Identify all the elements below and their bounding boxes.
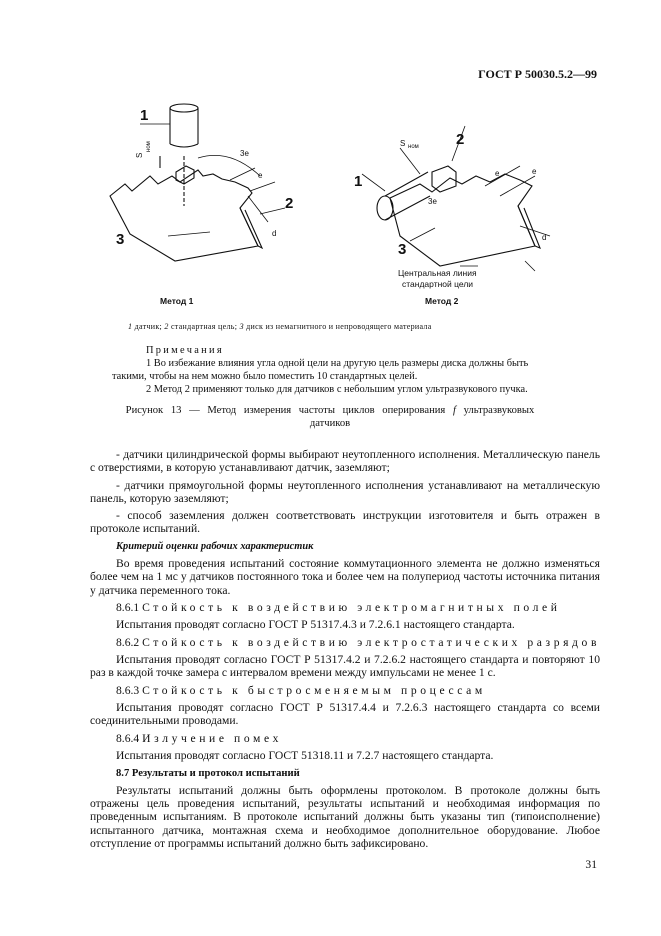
section-8-6-4-text: Испытания проводят согласно ГОСТ 51318.11 и 7.2.7 настоящего стандарта. [116, 749, 494, 763]
criteria-text: Во время проведения испытаний состояние коммутационного элемента не должно изменяться более чем на 1 мс у датчиков постоянного тока и более чем на полупериод частоты источника питания у датчика переменного тока. [90, 557, 600, 597]
dim-e-right-1: e [495, 169, 500, 178]
dim-s-right: S [400, 139, 406, 148]
method-2-label: Метод 2 [425, 296, 459, 306]
method-1-label: Метод 1 [160, 296, 194, 306]
page-number: 31 [585, 858, 597, 871]
paragraph: - датчики прямоугольной формы неутопленного исполнения устанавливают на металлическую панель, которую заземляют; [90, 478, 600, 505]
criteria-heading: Критерий оценки рабочих характеристик [116, 540, 314, 552]
callout-1-right: 1 [354, 173, 363, 190]
section-8-6-4-heading: 8.6.4 Излучение помех [116, 731, 282, 745]
figure-legend: 1 датчик; 2 стандартная цель; 3 диск из немагнитного и непроводящего материала [128, 322, 432, 331]
note-2: 2 Метод 2 применяют только для датчиков с небольшим углом ультразвукового пучка. [146, 384, 528, 395]
note-1: 1 Во избежание влияния угла одной цели на другую цель размеры диска должны быть такими, чтобы на нем можно было поместить 10 стандартных целей. [112, 358, 529, 382]
dim-d-left: d [272, 229, 277, 238]
method-1-drawing [110, 104, 285, 261]
dim-s-sub-left: ном [146, 141, 152, 152]
figure-13-diagram [80, 96, 580, 336]
dim-s-sub-right: ном [408, 144, 419, 150]
callout-3-left: 3 [116, 231, 125, 248]
center-line-label-2: стандартной цели [402, 279, 474, 289]
section-8-6-1-heading: 8.6.1 Стойкость к воздействию электромагнитных полей [116, 600, 561, 614]
center-line-label-1: Центральная линия [398, 268, 477, 278]
callout-3-right: 3 [398, 241, 407, 258]
callout-2-right: 2 [456, 131, 465, 148]
figure-title: Рисунок 13 — Метод измерения частоты циклов оперирования f ультразвуковых датчиков [125, 405, 535, 429]
dim-e-right-2: e [532, 167, 537, 176]
dim-d-right: d [542, 233, 547, 242]
document-header: ГОСТ Р 50030.5.2—99 [478, 67, 597, 81]
callout-2-left: 2 [285, 195, 294, 212]
section-8-7-text: Результаты испытаний должны быть оформлены протоколом. В протоколе должны быть отражены цель проведения испытаний, результаты испытаний и необходимая информация по проведенным испытаниям. В протоколе испытаний должны быть указаны тип (типоисполнение) испытанного датчика, монтажная схема и необходимое дополнительное оборудование. Любое отступление от программы испытаний должно быть зафиксировано. [90, 783, 600, 850]
body-text [90, 448, 600, 854]
dim-s-left: S [135, 152, 144, 158]
section-8-7-heading: 8.7 Результаты и протокол испытаний [116, 767, 300, 779]
figure-notes [112, 344, 532, 396]
section-8-6-1-text: Испытания проводят согласно ГОСТ Р 51317.4.3 и 7.2.6.1 настоящего стандарта. [116, 618, 515, 632]
section-8-6-2-text: Испытания проводят согласно ГОСТ Р 51317.4.2 и 7.2.6.2 настоящего стандарта и повторяют 10 раз в каждой точке замера с интервалом времени между импульсами не менее 1 с. [90, 653, 600, 680]
dim-3e-left: 3e [240, 149, 249, 158]
callout-1-left: 1 [140, 107, 149, 124]
section-8-6-2-heading: 8.6.2 Стойкость к воздействию электростатических разрядов [116, 635, 601, 649]
dim-3e-right: 3e [428, 197, 437, 206]
paragraph: - датчики цилиндрической формы выбирают неутопленного исполнения. Металлическую панель с отверстиями, в которую устанавливают датчик, заземляют; [90, 448, 600, 475]
notes-title: Примечания [146, 345, 224, 356]
section-8-6-3-heading: 8.6.3 Стойкость к быстросменяемым процессам [116, 683, 486, 697]
paragraph: - способ заземления должен соответствовать инструкции изготовителя и быть отражен в протоколе испытаний. [90, 509, 600, 536]
section-8-6-3-text: Испытания проводят согласно ГОСТ Р 51317.4.4 и 7.2.6.3 настоящего стандарта со всеми соединительными проводами. [90, 701, 600, 728]
dim-e-left: e [258, 171, 263, 180]
